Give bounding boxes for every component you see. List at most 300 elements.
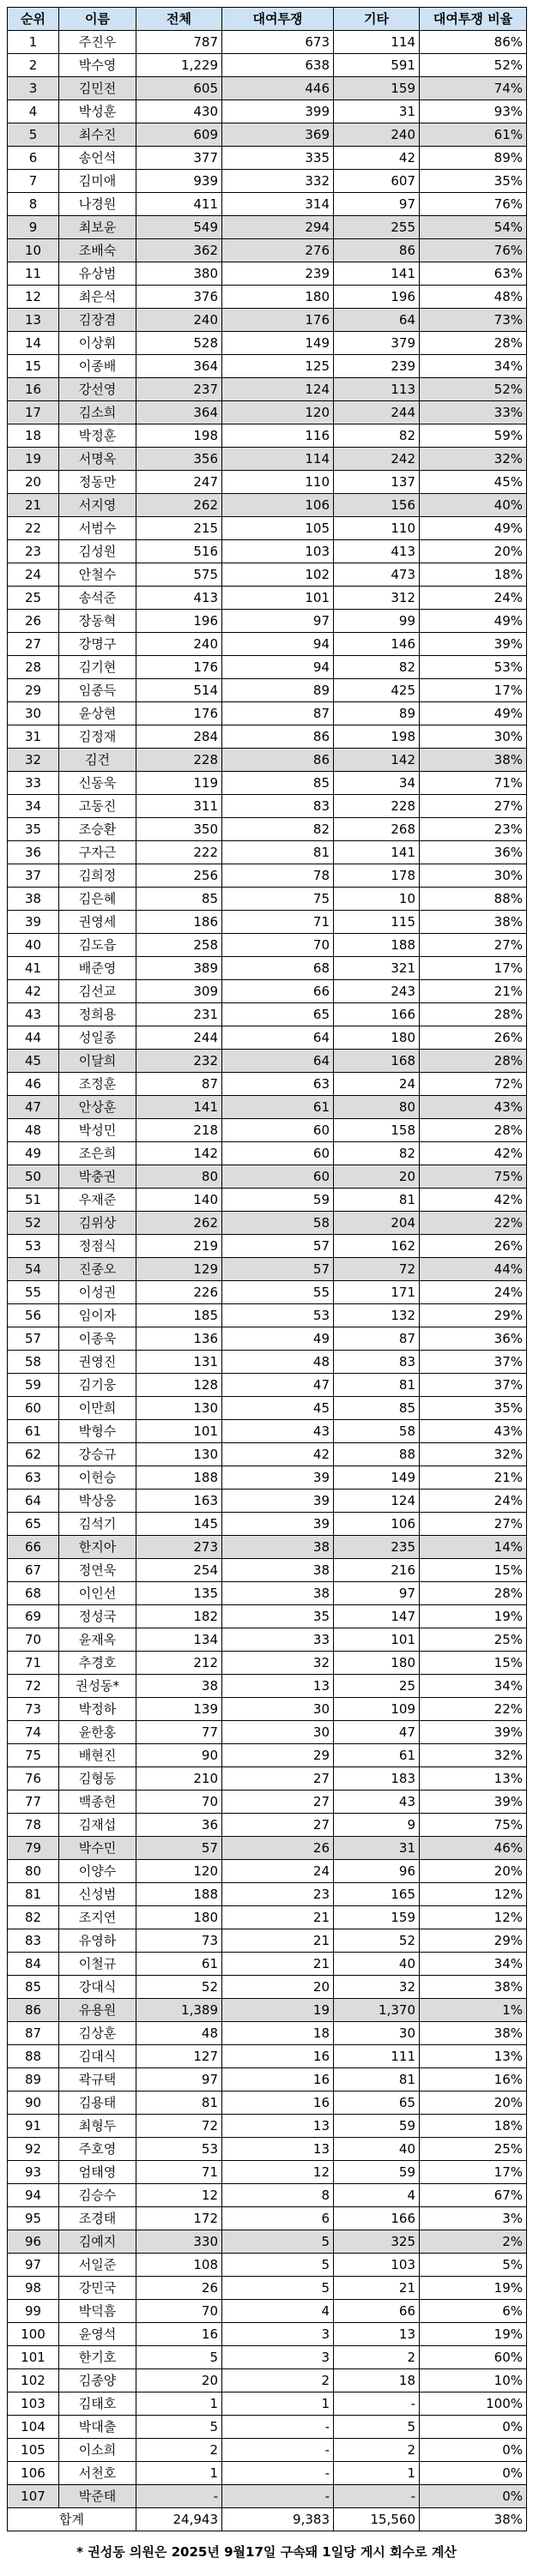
cell-interpellation: 124: [222, 378, 334, 401]
cell-ratio: 20%: [420, 540, 527, 563]
cell-rank: 91: [8, 2115, 59, 2138]
cell-rank: 27: [8, 633, 59, 656]
cell-interpellation: 38: [222, 1582, 334, 1605]
cell-interpellation: 86: [222, 725, 334, 749]
cell-other: 114: [334, 31, 420, 54]
cell-name: 장동혁: [59, 610, 136, 633]
total-label: 합계: [8, 2508, 136, 2531]
table-row: [8, 2323, 527, 2346]
cell-other: 32: [334, 1976, 420, 1999]
table-header: [8, 8, 527, 31]
cell-ratio: 35%: [420, 1397, 527, 1420]
cell-total: 575: [136, 563, 222, 587]
cell-ratio: 100%: [420, 2392, 527, 2416]
cell-rank: 17: [8, 401, 59, 424]
cell-total: 97: [136, 2068, 222, 2091]
cell-interpellation: 13: [222, 2115, 334, 2138]
cell-name: 서명옥: [59, 448, 136, 471]
cell-total: 90: [136, 1744, 222, 1767]
cell-interpellation: 61: [222, 1096, 334, 1119]
cell-rank: 47: [8, 1096, 59, 1119]
cell-name: 정성국: [59, 1605, 136, 1628]
cell-interpellation: 68: [222, 957, 334, 980]
cell-interpellation: 180: [222, 286, 334, 309]
cell-other: 180: [334, 1026, 420, 1050]
cell-other: 83: [334, 1351, 420, 1374]
cell-name: 서지영: [59, 494, 136, 517]
cell-interpellation: 66: [222, 980, 334, 1003]
cell-name: 권성동*: [59, 1675, 136, 1698]
cell-ratio: 34%: [420, 355, 527, 378]
cell-ratio: 52%: [420, 54, 527, 77]
cell-interpellation: 276: [222, 239, 334, 262]
table-row: [8, 1837, 527, 1860]
cell-ratio: 76%: [420, 239, 527, 262]
cell-name: 엄태영: [59, 2161, 136, 2184]
cell-name: 주호영: [59, 2138, 136, 2161]
cell-total: 1: [136, 2392, 222, 2416]
cell-ratio: 23%: [420, 818, 527, 841]
table-row: [8, 1744, 527, 1767]
table-row: [8, 587, 527, 610]
cell-interpellation: 53: [222, 1304, 334, 1327]
cell-total: 5: [136, 2416, 222, 2439]
cell-rank: 59: [8, 1374, 59, 1397]
cell-total: 1,229: [136, 54, 222, 77]
table-row: [8, 1026, 527, 1050]
table-row: [8, 1142, 527, 1165]
cell-interpellation: 71: [222, 911, 334, 934]
cell-name: 박충권: [59, 1165, 136, 1189]
cell-rank: 41: [8, 957, 59, 980]
cell-rank: 36: [8, 841, 59, 864]
table-row: [8, 1767, 527, 1791]
cell-ratio: 38%: [420, 1976, 527, 1999]
cell-name: 서범수: [59, 517, 136, 540]
cell-other: 80: [334, 1096, 420, 1119]
cell-ratio: 42%: [420, 1189, 527, 1212]
cell-interpellation: 59: [222, 1189, 334, 1212]
cell-ratio: 17%: [420, 957, 527, 980]
cell-ratio: 86%: [420, 31, 527, 54]
cell-interpellation: 102: [222, 563, 334, 587]
cell-total: 254: [136, 1559, 222, 1582]
cell-rank: 104: [8, 2416, 59, 2439]
cell-name: 이양수: [59, 1860, 136, 1883]
cell-rank: 42: [8, 980, 59, 1003]
cell-ratio: 25%: [420, 1628, 527, 1652]
cell-name: 정동만: [59, 471, 136, 494]
cell-ratio: 32%: [420, 1744, 527, 1767]
cell-ratio: 28%: [420, 1119, 527, 1142]
cell-total: 240: [136, 633, 222, 656]
cell-name: 이종욱: [59, 1327, 136, 1351]
cell-total: 163: [136, 1490, 222, 1513]
cell-other: 81: [334, 1374, 420, 1397]
cell-other: 59: [334, 2115, 420, 2138]
header-interpellation: 대여투쟁: [222, 8, 334, 31]
cell-ratio: 10%: [420, 2369, 527, 2392]
cell-name: 최보윤: [59, 216, 136, 239]
cell-rank: 40: [8, 934, 59, 957]
cell-rank: 46: [8, 1073, 59, 1096]
cell-rank: 28: [8, 656, 59, 679]
cell-ratio: 38%: [420, 2022, 527, 2045]
cell-total: 787: [136, 31, 222, 54]
cell-ratio: 28%: [420, 1582, 527, 1605]
cell-rank: 75: [8, 1744, 59, 1767]
cell-other: 607: [334, 170, 420, 193]
table-row: [8, 772, 527, 795]
cell-name: 최은석: [59, 286, 136, 309]
cell-interpellation: 2: [222, 2369, 334, 2392]
table-row: [8, 633, 527, 656]
cell-name: 이만희: [59, 1397, 136, 1420]
cell-other: 196: [334, 286, 420, 309]
cell-name: 김기현: [59, 656, 136, 679]
table-row: [8, 656, 527, 679]
cell-ratio: 27%: [420, 795, 527, 818]
cell-ratio: 26%: [420, 1026, 527, 1050]
cell-other: 25: [334, 1675, 420, 1698]
table-row: [8, 1605, 527, 1628]
cell-other: 1: [334, 2462, 420, 2485]
cell-interpellation: 4: [222, 2300, 334, 2323]
cell-rank: 43: [8, 1003, 59, 1026]
cell-ratio: 22%: [420, 1212, 527, 1235]
cell-interpellation: 32: [222, 1652, 334, 1675]
cell-ratio: 13%: [420, 2045, 527, 2068]
cell-total: 48: [136, 2022, 222, 2045]
cell-name: 강선영: [59, 378, 136, 401]
cell-total: 73: [136, 1929, 222, 1953]
cell-ratio: 15%: [420, 1652, 527, 1675]
cell-total: 129: [136, 1258, 222, 1281]
cell-rank: 16: [8, 378, 59, 401]
cell-name: 김은혜: [59, 888, 136, 911]
table-row: [8, 2115, 527, 2138]
cell-rank: 93: [8, 2161, 59, 2184]
cell-interpellation: 42: [222, 1443, 334, 1466]
cell-interpellation: 149: [222, 332, 334, 355]
cell-rank: 72: [8, 1675, 59, 1698]
cell-ratio: 28%: [420, 1050, 527, 1073]
cell-name: 박대출: [59, 2416, 136, 2439]
cell-other: 228: [334, 795, 420, 818]
cell-total: 188: [136, 1466, 222, 1490]
cell-other: 111: [334, 2045, 420, 2068]
cell-total: 2: [136, 2439, 222, 2462]
cell-total: 57: [136, 1837, 222, 1860]
cell-interpellation: 60: [222, 1165, 334, 1189]
cell-other: 413: [334, 540, 420, 563]
cell-name: 유용원: [59, 1999, 136, 2022]
cell-ratio: 49%: [420, 702, 527, 725]
cell-total: 356: [136, 448, 222, 471]
cell-name: 조배숙: [59, 239, 136, 262]
cell-other: 255: [334, 216, 420, 239]
table-row: [8, 1050, 527, 1073]
cell-total: 81: [136, 2091, 222, 2115]
cell-other: 47: [334, 1721, 420, 1744]
cell-other: 30: [334, 2022, 420, 2045]
cell-rank: 26: [8, 610, 59, 633]
table-row: [8, 309, 527, 332]
table-row: [8, 424, 527, 448]
cell-total: 244: [136, 1026, 222, 1050]
table-row: [8, 378, 527, 401]
cell-name: 조경태: [59, 2207, 136, 2230]
cell-other: 244: [334, 401, 420, 424]
cell-total: 140: [136, 1189, 222, 1212]
cell-interpellation: 83: [222, 795, 334, 818]
cell-ratio: 18%: [420, 2115, 527, 2138]
cell-rank: 37: [8, 864, 59, 888]
table-row: [8, 1119, 527, 1142]
cell-other: 473: [334, 563, 420, 587]
cell-other: 198: [334, 725, 420, 749]
cell-total: 237: [136, 378, 222, 401]
cell-name: 박성훈: [59, 100, 136, 123]
cell-interpellation: 27: [222, 1814, 334, 1837]
cell-rank: 19: [8, 448, 59, 471]
cell-total: 108: [136, 2254, 222, 2277]
table-row: [8, 1929, 527, 1953]
cell-rank: 38: [8, 888, 59, 911]
cell-interpellation: 39: [222, 1490, 334, 1513]
cell-interpellation: 5: [222, 2277, 334, 2300]
cell-interpellation: 60: [222, 1142, 334, 1165]
table-row: [8, 332, 527, 355]
cell-total: 52: [136, 1976, 222, 1999]
cell-interpellation: 97: [222, 610, 334, 633]
cell-other: 43: [334, 1791, 420, 1814]
cell-other: 239: [334, 355, 420, 378]
cell-rank: 61: [8, 1420, 59, 1443]
cell-rank: 98: [8, 2277, 59, 2300]
cell-rank: 65: [8, 1513, 59, 1536]
cell-interpellation: 63: [222, 1073, 334, 1096]
cell-name: 김대식: [59, 2045, 136, 2068]
cell-total: 72: [136, 2115, 222, 2138]
cell-other: 165: [334, 1883, 420, 1906]
cell-interpellation: 47: [222, 1374, 334, 1397]
table-row: [8, 1652, 527, 1675]
cell-ratio: 19%: [420, 2277, 527, 2300]
cell-interpellation: 94: [222, 633, 334, 656]
cell-other: 101: [334, 1628, 420, 1652]
table-row: [8, 2045, 527, 2068]
cell-interpellation: 110: [222, 471, 334, 494]
table-row: [8, 1351, 527, 1374]
cell-rank: 100: [8, 2323, 59, 2346]
cell-name: 강승규: [59, 1443, 136, 1466]
cell-total: 1: [136, 2462, 222, 2485]
cell-name: 고동진: [59, 795, 136, 818]
cell-interpellation: 176: [222, 309, 334, 332]
cell-rank: 56: [8, 1304, 59, 1327]
header-row: [8, 8, 527, 31]
cell-rank: 29: [8, 679, 59, 702]
cell-ratio: 32%: [420, 448, 527, 471]
table-row: [8, 31, 527, 54]
cell-other: 141: [334, 841, 420, 864]
cell-interpellation: 78: [222, 864, 334, 888]
table-row: [8, 1189, 527, 1212]
cell-other: 188: [334, 934, 420, 957]
cell-rank: 13: [8, 309, 59, 332]
cell-interpellation: 70: [222, 934, 334, 957]
cell-name: 이인선: [59, 1582, 136, 1605]
cell-rank: 107: [8, 2485, 59, 2508]
cell-name: 강민국: [59, 2277, 136, 2300]
cell-ratio: 28%: [420, 1003, 527, 1026]
cell-total: 549: [136, 216, 222, 239]
table-row: [8, 2184, 527, 2207]
cell-rank: 25: [8, 587, 59, 610]
cell-ratio: 19%: [420, 1605, 527, 1628]
cell-ratio: 34%: [420, 1953, 527, 1976]
cell-interpellation: 332: [222, 170, 334, 193]
cell-name: 김정재: [59, 725, 136, 749]
cell-ratio: 24%: [420, 1490, 527, 1513]
cell-interpellation: 116: [222, 424, 334, 448]
cell-rank: 60: [8, 1397, 59, 1420]
table-row: [8, 2138, 527, 2161]
ranking-table: [7, 7, 527, 2531]
cell-rank: 34: [8, 795, 59, 818]
cell-ratio: 21%: [420, 1466, 527, 1490]
table-row: [8, 1374, 527, 1397]
cell-other: 216: [334, 1559, 420, 1582]
cell-other: 82: [334, 1142, 420, 1165]
cell-name: 조승환: [59, 818, 136, 841]
cell-other: 235: [334, 1536, 420, 1559]
cell-other: 34: [334, 772, 420, 795]
cell-interpellation: 120: [222, 401, 334, 424]
cell-ratio: 13%: [420, 1767, 527, 1791]
cell-other: 82: [334, 424, 420, 448]
table-row: [8, 795, 527, 818]
cell-name: 안철수: [59, 563, 136, 587]
cell-interpellation: 13: [222, 1675, 334, 1698]
cell-ratio: 34%: [420, 1675, 527, 1698]
cell-interpellation: 65: [222, 1003, 334, 1026]
cell-total: 939: [136, 170, 222, 193]
cell-other: 158: [334, 1119, 420, 1142]
cell-name: 윤한홍: [59, 1721, 136, 1744]
cell-total: 376: [136, 286, 222, 309]
cell-rank: 14: [8, 332, 59, 355]
cell-ratio: 0%: [420, 2439, 527, 2462]
cell-name: 신성범: [59, 1883, 136, 1906]
table-row: [8, 355, 527, 378]
cell-rank: 4: [8, 100, 59, 123]
cell-total: 528: [136, 332, 222, 355]
cell-total: 605: [136, 77, 222, 100]
cell-total: 362: [136, 239, 222, 262]
cell-other: 13: [334, 2323, 420, 2346]
cell-name: 박수민: [59, 1837, 136, 1860]
cell-rank: 96: [8, 2230, 59, 2254]
cell-total: 180: [136, 1906, 222, 1929]
cell-name: 조정훈: [59, 1073, 136, 1096]
cell-ratio: 3%: [420, 2207, 527, 2230]
cell-rank: 62: [8, 1443, 59, 1466]
cell-interpellation: 19: [222, 1999, 334, 2022]
cell-other: 72: [334, 1258, 420, 1281]
header-total: 전체: [136, 8, 222, 31]
cell-ratio: 67%: [420, 2184, 527, 2207]
table-row: [8, 1096, 527, 1119]
cell-other: 81: [334, 1189, 420, 1212]
cell-ratio: 88%: [420, 888, 527, 911]
table-row: [8, 2485, 527, 2508]
cell-rank: 24: [8, 563, 59, 587]
cell-interpellation: 673: [222, 31, 334, 54]
cell-interpellation: 335: [222, 147, 334, 170]
cell-total: 130: [136, 1443, 222, 1466]
cell-ratio: 48%: [420, 286, 527, 309]
cell-ratio: 63%: [420, 262, 527, 286]
cell-ratio: 45%: [420, 471, 527, 494]
cell-rank: 70: [8, 1628, 59, 1652]
cell-rank: 67: [8, 1559, 59, 1582]
cell-ratio: 39%: [420, 1791, 527, 1814]
cell-total: 20: [136, 2369, 222, 2392]
cell-rank: 20: [8, 471, 59, 494]
cell-total: 377: [136, 147, 222, 170]
cell-total: 219: [136, 1235, 222, 1258]
table-row: [8, 123, 527, 147]
cell-total: 77: [136, 1721, 222, 1744]
cell-interpellation: 94: [222, 656, 334, 679]
cell-name: 김재섭: [59, 1814, 136, 1837]
cell-name: 김장겸: [59, 309, 136, 332]
cell-rank: 2: [8, 54, 59, 77]
cell-rank: 92: [8, 2138, 59, 2161]
cell-rank: 84: [8, 1953, 59, 1976]
cell-total: 218: [136, 1119, 222, 1142]
cell-rank: 39: [8, 911, 59, 934]
table-row: [8, 239, 527, 262]
cell-name: 김소희: [59, 401, 136, 424]
cell-rank: 97: [8, 2254, 59, 2277]
cell-total: 5: [136, 2346, 222, 2369]
cell-other: 21: [334, 2277, 420, 2300]
table-row: [8, 2439, 527, 2462]
cell-name: 박형수: [59, 1420, 136, 1443]
cell-rank: 10: [8, 239, 59, 262]
cell-ratio: 40%: [420, 494, 527, 517]
cell-rank: 86: [8, 1999, 59, 2022]
cell-rank: 33: [8, 772, 59, 795]
total-interpellation: 9,383: [222, 2508, 334, 2531]
table-row: [8, 702, 527, 725]
cell-ratio: 49%: [420, 517, 527, 540]
cell-total: 350: [136, 818, 222, 841]
cell-ratio: 18%: [420, 563, 527, 587]
cell-total: 172: [136, 2207, 222, 2230]
cell-rank: 101: [8, 2346, 59, 2369]
cell-ratio: 20%: [420, 2091, 527, 2115]
cell-rank: 22: [8, 517, 59, 540]
table-row: [8, 1443, 527, 1466]
cell-interpellation: 103: [222, 540, 334, 563]
cell-other: 10: [334, 888, 420, 911]
cell-interpellation: 49: [222, 1327, 334, 1351]
cell-rank: 57: [8, 1327, 59, 1351]
